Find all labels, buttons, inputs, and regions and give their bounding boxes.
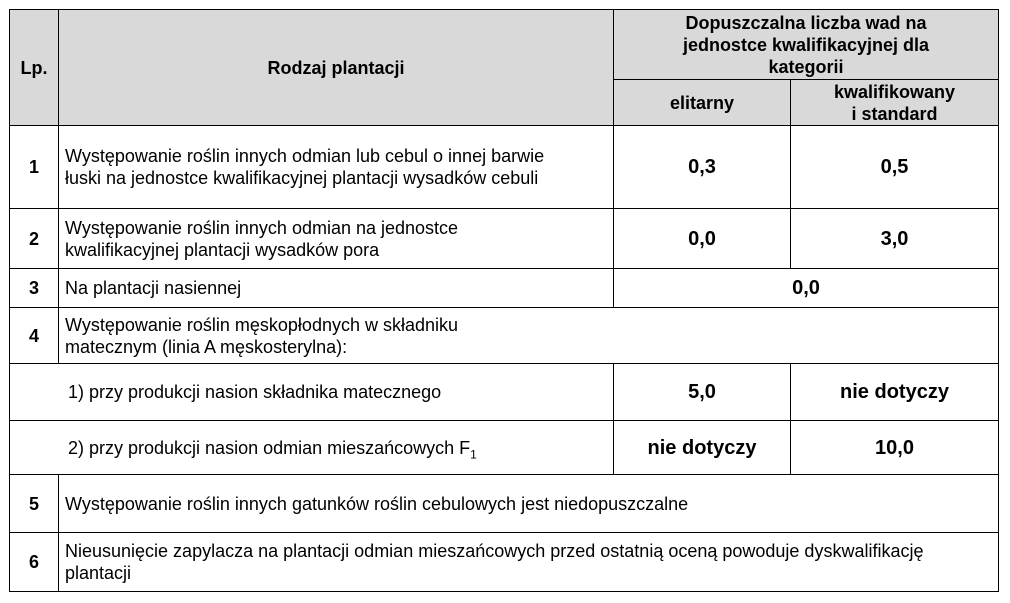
- row-number: 5: [10, 475, 59, 533]
- table-subrow: [10, 421, 999, 475]
- row-description: Występowanie roślin męskopłodnych w składniku matecznym (linia A męskosterylna):: [59, 308, 999, 364]
- value-elitarny: nie dotyczy: [614, 421, 791, 475]
- header-elitarny: elitarny: [614, 80, 791, 126]
- value-kwalifikowany: 3,0: [791, 209, 999, 269]
- row-number: 4: [10, 308, 59, 364]
- header-dopuszczalna-liczba-wad: Dopuszczalna liczba wad na jednostce kwalifikacyjnej dla kategorii: [614, 10, 999, 80]
- value-kwalifikowany: 10,0: [791, 421, 999, 475]
- header-kwalifikowany-line1: kwalifikowany: [833, 81, 956, 102]
- table-row: [10, 533, 999, 592]
- row-description: Występowanie roślin innych odmian lub cebul o innej barwie łuski na jednostce kwalifikacyjnej plantacji wysadków cebuli: [59, 126, 614, 209]
- subrow-description: 1) przy produkcji nasion składnika matecznego: [10, 364, 614, 421]
- subrow-description-text: 2) przy produkcji nasion odmian mieszańcowych F: [68, 437, 471, 458]
- row-number: 3: [10, 269, 59, 308]
- requirements-table: [9, 9, 999, 592]
- row-number: 2: [10, 209, 59, 269]
- table-row: [10, 126, 999, 209]
- subrow-description: [10, 421, 614, 475]
- row-description: Nieusunięcie zapylacza na plantacji odmian mieszańcowych przed ostatnią oceną powoduje dyskwalifikację plantacji: [59, 533, 999, 592]
- value-combined: 0,0: [614, 269, 999, 308]
- subscript: 1: [470, 447, 477, 462]
- value-kwalifikowany: 0,5: [791, 126, 999, 209]
- header-kwalifikowany: [791, 80, 999, 126]
- value-elitarny: 5,0: [614, 364, 791, 421]
- header-lp: Lp.: [10, 10, 59, 126]
- value-elitarny: 0,0: [614, 209, 791, 269]
- table-row: [10, 475, 999, 533]
- value-kwalifikowany: nie dotyczy: [791, 364, 999, 421]
- table-row: [10, 209, 999, 269]
- row-number: 1: [10, 126, 59, 209]
- table-subrow: [10, 364, 999, 421]
- row-number: 6: [10, 533, 59, 592]
- table-row: [10, 269, 999, 308]
- header-kwalifikowany-line2: i standard: [851, 103, 938, 124]
- table-row: [10, 308, 999, 364]
- row-description: Występowanie roślin innych odmian na jednostce kwalifikacyjnej plantacji wysadków pora: [59, 209, 614, 269]
- header-rodzaj-plantacji: Rodzaj plantacji: [59, 10, 614, 126]
- value-elitarny: 0,3: [614, 126, 791, 209]
- row-description: Występowanie roślin innych gatunków roślin cebulowych jest niedopuszczalne: [59, 475, 999, 533]
- row-description: Na plantacji nasiennej: [59, 269, 614, 308]
